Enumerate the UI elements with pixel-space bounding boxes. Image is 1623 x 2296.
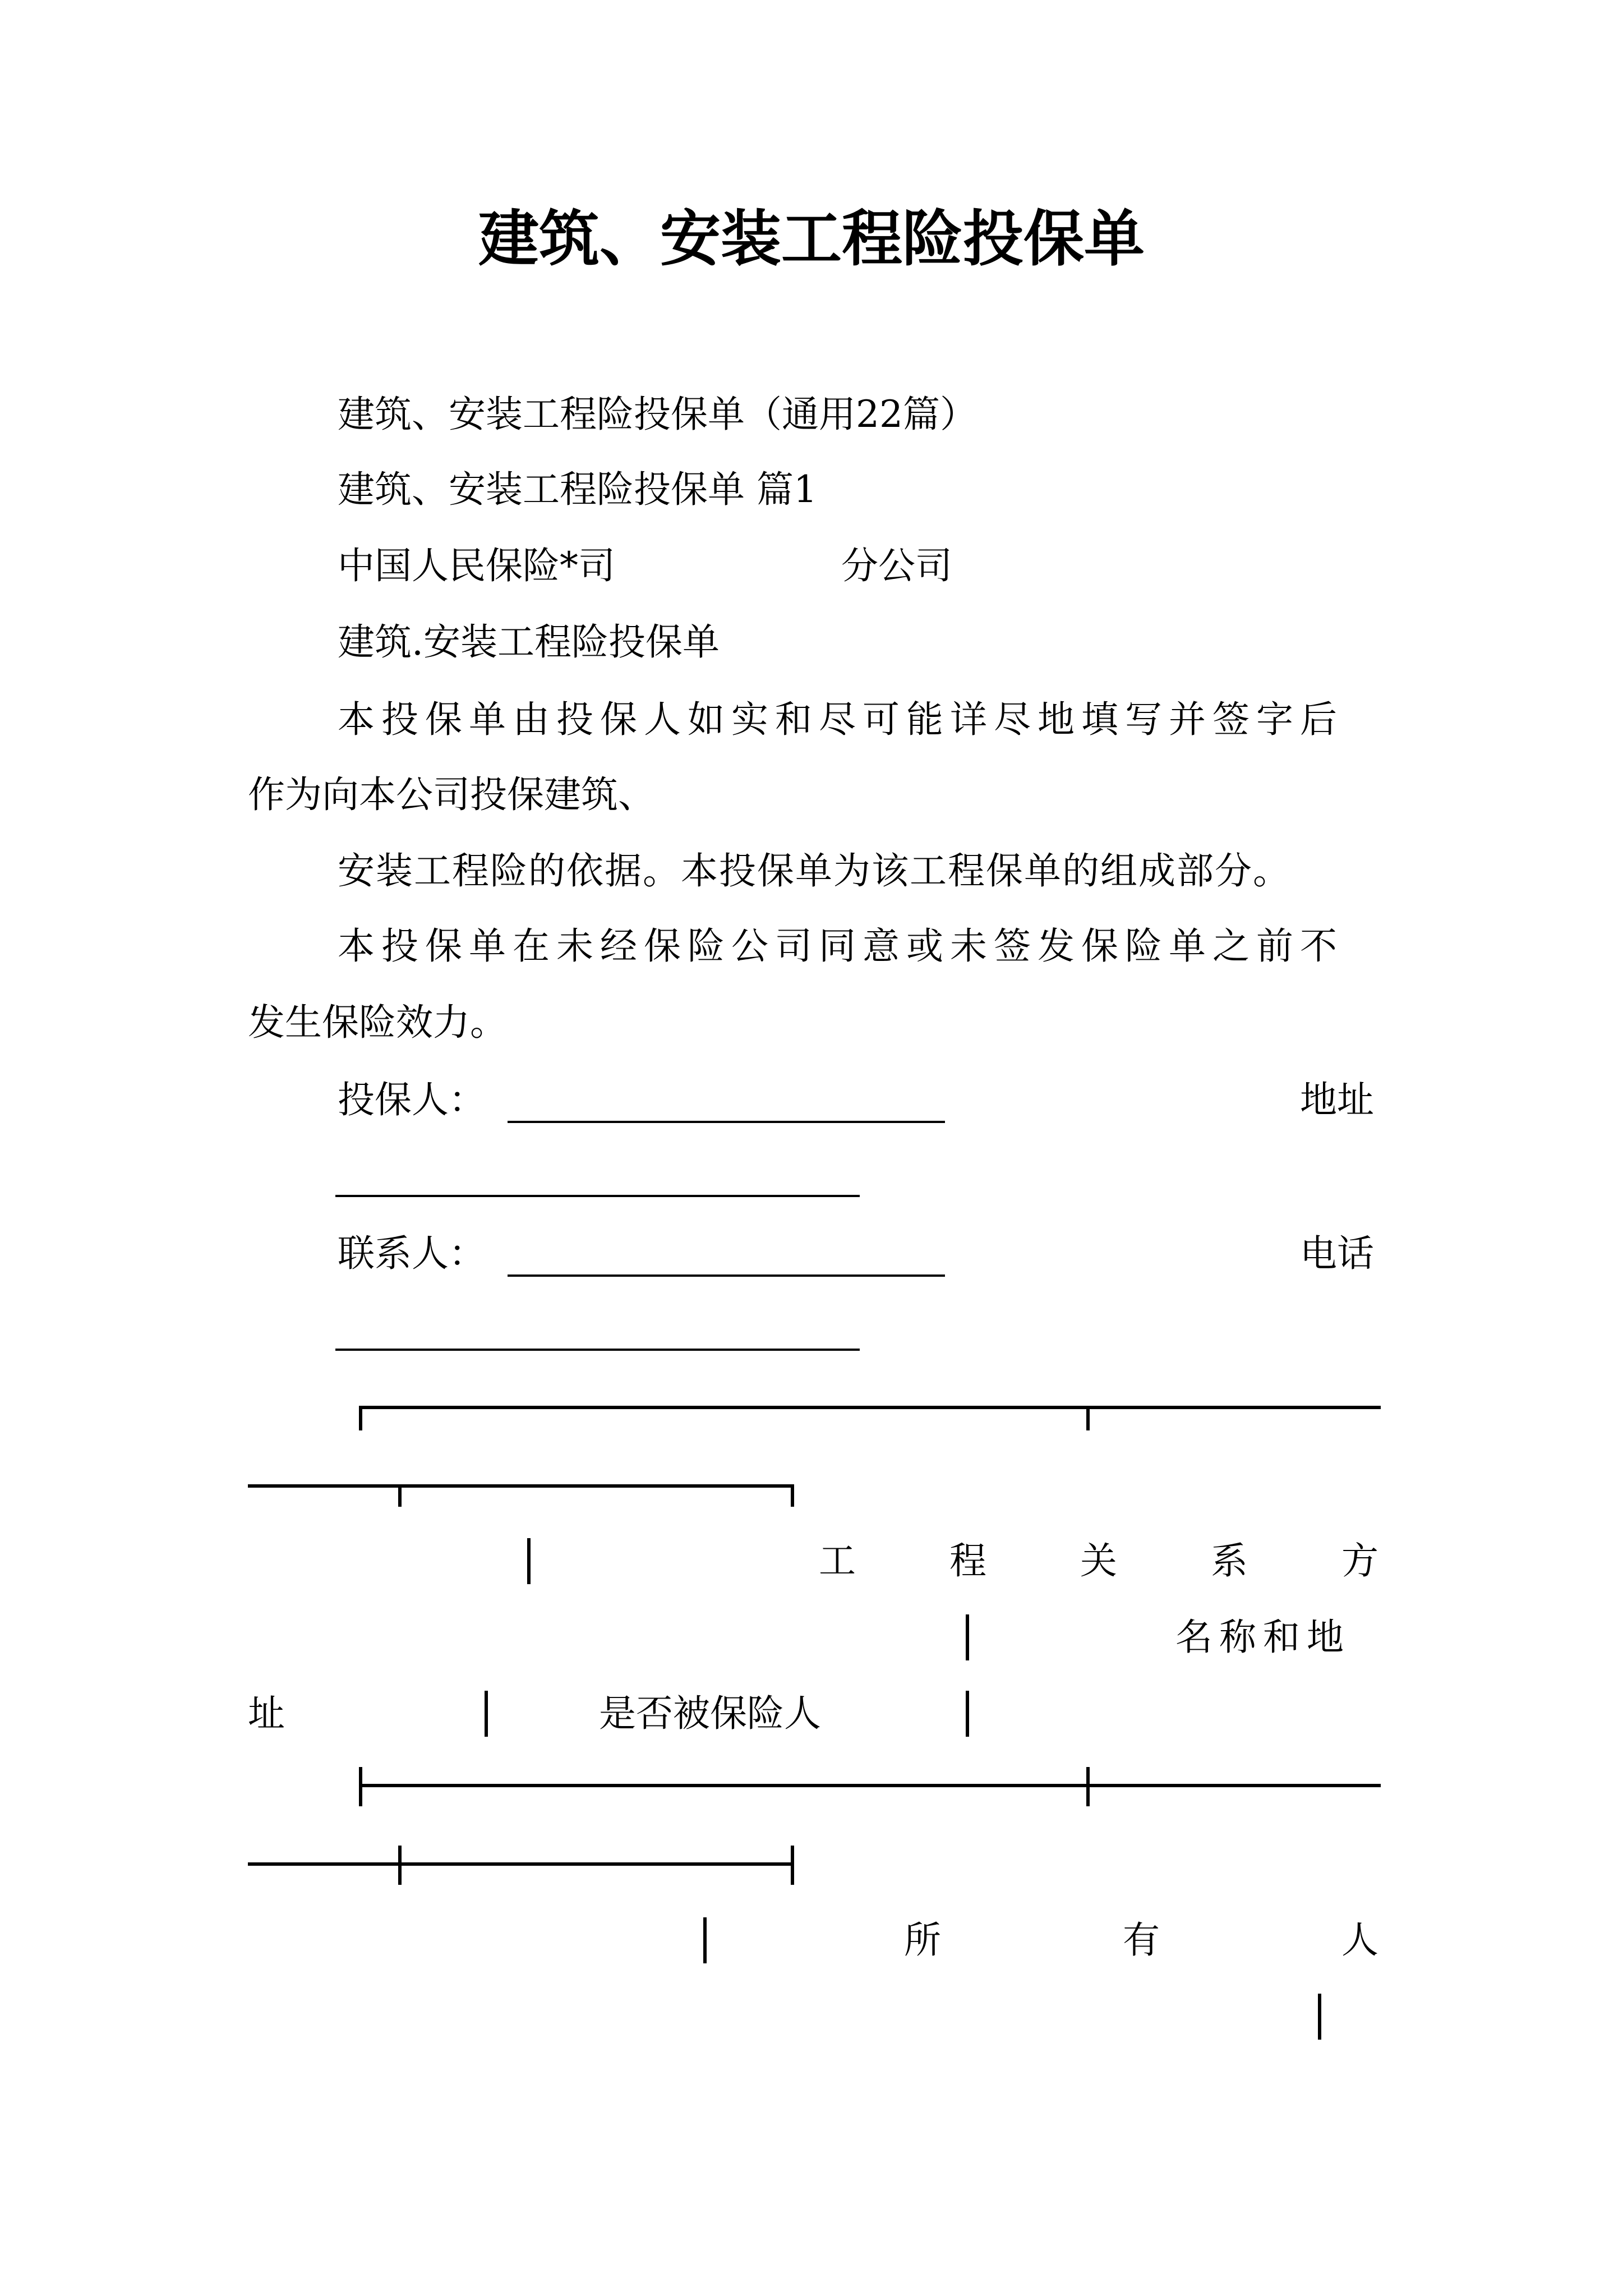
header-is-insured: 是否被保险人 [599,1692,821,1735]
table-junction [791,1846,794,1885]
header-char: 方 [1341,1539,1378,1582]
paragraph-1-line-1 [338,698,1378,741]
header-char: 系 [1211,1539,1248,1582]
paragraph-2: 安装工程险的依据。本投保单为该工程保单的组成部分。 [338,849,1291,892]
table-junction [1086,1767,1090,1806]
subtitle-line: 建筑、安装工程险投保单（通用22篇） [338,393,977,436]
table-cell-divider [1318,1994,1321,2040]
header-char: 工 [819,1539,856,1582]
applicant-input-line[interactable] [508,1121,945,1123]
table-top-divider [1086,1406,1090,1430]
header-party-cell [819,1539,1378,1582]
header-char: 程 [949,1539,986,1582]
table-top-left-corner [359,1406,362,1430]
owner-char: 人 [1341,1918,1378,1962]
table-top-border-cont [248,1484,792,1488]
table-cell-divider [791,1484,794,1507]
table-row-border-cont [248,1862,792,1866]
branch-label: 分公司 [841,544,952,587]
applicant-label: 投保人： [338,1078,486,1121]
document-title: 建筑、安装工程险投保单 [478,204,1145,274]
header-char: 关 [1080,1539,1117,1582]
section-heading: 建筑、安装工程险投保单 篇1 [338,468,817,511]
paragraph-1-text: 本投保单由投保人如实和尽可能详尽地填写并签字后 [338,698,1344,741]
contact-label: 联系人： [338,1232,486,1275]
address-input-line[interactable] [335,1195,860,1197]
address-label: 地址 [1300,1078,1374,1121]
company-name: 中国人民保险*司 [338,544,615,587]
table-cell-divider [966,1614,969,1660]
table-cell-divider [527,1538,531,1584]
contact-input-line[interactable] [508,1274,945,1277]
table-junction [398,1846,402,1885]
table-cell-divider [398,1484,402,1507]
paragraph-1-line-2: 作为向本公司投保建筑、 [248,773,655,816]
phone-input-line[interactable] [335,1349,860,1351]
table-row-border [359,1784,1381,1787]
paragraph-3-line-2: 发生保险效力。 [248,1001,507,1044]
table-top-border [359,1406,1381,1409]
phone-label: 电话 [1300,1232,1374,1275]
owner-cell [904,1918,1378,1962]
table-left-junction [359,1767,362,1806]
paragraph-3-line-1: 本投保单在未经保险公司同意或未签发保险单之前不 [338,924,1344,968]
table-cell-divider [485,1691,488,1737]
form-name: 建筑.安装工程险投保单 [338,620,720,664]
table-cell-divider [703,1917,707,1963]
table-cell-divider [966,1691,969,1737]
header-name-address: 名称和地 [1175,1616,1350,1659]
owner-char: 有 [1123,1918,1160,1962]
owner-char: 所 [904,1918,941,1962]
header-name-address-cont: 址 [248,1692,285,1735]
